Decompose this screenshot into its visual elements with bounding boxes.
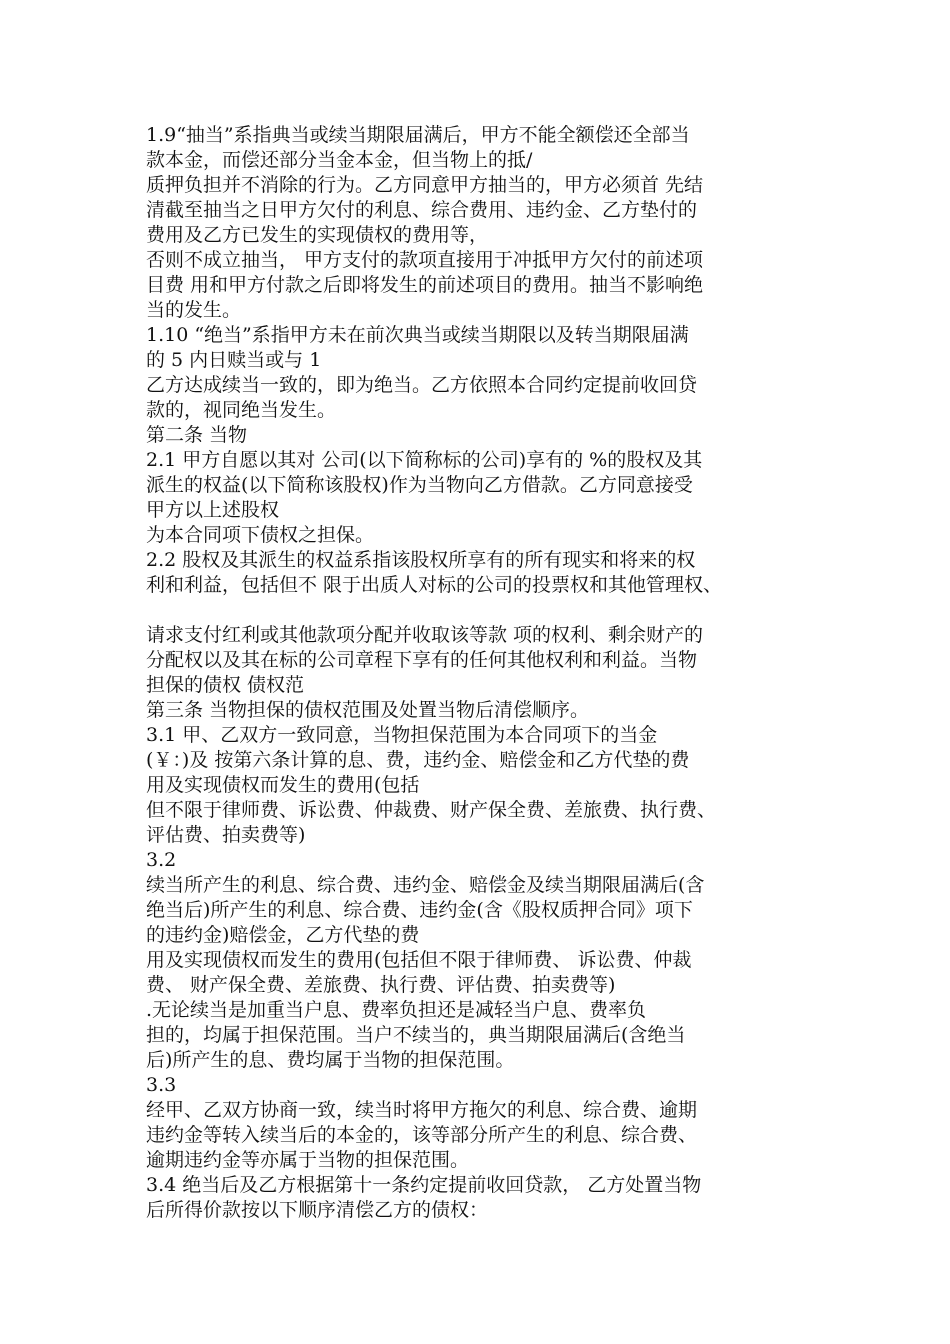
text-line: (￥：)及 按第六条计算的息、费，违约金、赔偿金和乙方代垫的费 [146, 749, 690, 771]
text-line: 担的，均属于担保范围。当户不续当的，典当期限届满后(含绝当 [146, 1024, 686, 1046]
text-line: 用及实现债权而发生的费用(包括 [146, 774, 420, 796]
text-line: 逾期违约金等亦属于当物的担保范围。 [146, 1149, 470, 1171]
text-line: 评估费、拍卖费等) [146, 824, 306, 846]
text-line: 当的发生。 [146, 299, 242, 321]
text-line: .无论续当是加重当户息、费率负担还是减轻当户息、费率负 [146, 999, 647, 1021]
clause-number: 3.2 [146, 849, 177, 871]
text-line: 续当所产生的利息、综合费、违约金、赔偿金及续当期限届满后(含 [146, 874, 705, 896]
document-body [146, 123, 846, 1223]
text-line: 目费 用和甲方付款之后即将发生的前述项目的费用。抽当不影响绝 [146, 274, 704, 296]
text-line: 2.1 甲方自愿以其对 公司(以下简称标的公司)享有的 %的股权及其 [146, 449, 703, 471]
text-line: 后)所产生的息、费均属于当物的担保范围。 [146, 1049, 515, 1071]
text-line: 的 5 内日赎当或与 1 [146, 349, 322, 371]
text-line: 3.1 甲、乙双方一致同意，当物担保范围为本合同项下的当金 [146, 724, 658, 746]
text-line: 的违约金)赔偿金，乙方代垫的费 [146, 924, 420, 946]
text-line: 3.4 绝当后及乙方根据第十一条约定提前收回贷款， 乙方处置当物 [146, 1174, 702, 1196]
section-heading: 第二条 当物 [146, 424, 248, 446]
text-line: 担保的债权 债权范 [146, 674, 305, 696]
text-line: 用及实现债权而发生的费用(包括但不限于律师费、 诉讼费、仲裁 [146, 949, 692, 971]
text-line: 质押负担并不消除的行为。乙方同意甲方抽当的，甲方必须首 先结 [146, 174, 704, 196]
text-line: 绝当后)所产生的利息、综合费、违约金(含《股权质押合同》项下 [146, 899, 693, 921]
text-line: 2.2 股权及其派生的权益系指该股权所享有的所有现实和将来的权 [146, 549, 696, 571]
text-line: 清截至抽当之日甲方欠付的利息、综合费用、违约金、乙方垫付的 [146, 199, 698, 221]
text-line: 利和利益，包括但不 限于出质人对标的公司的投票权和其他管理权、 [146, 574, 723, 596]
blank-line [146, 598, 846, 623]
text-line: 后所得价款按以下顺序清偿乙方的债权： [146, 1199, 489, 1221]
text-line: 经甲、乙双方协商一致，续当时将甲方拖欠的利息、综合费、逾期 [146, 1099, 698, 1121]
text-line: 分配权以及其在标的公司章程下享有的任何其他权利和利益。当物 [146, 649, 698, 671]
text-line: 费用及乙方已发生的实现债权的费用等， [146, 224, 489, 246]
text-line: 1.10 “绝当”系指甲方未在前次典当或续当期限以及转当期限届满 [146, 324, 689, 346]
text-line: 派生的权益(以下简称该股权)作为当物向乙方借款。乙方同意接受 [146, 474, 693, 496]
text-line: 款的，视同绝当发生。 [146, 399, 337, 421]
text-line: 请求支付红利或其他款项分配并收取该等款 项的权利、剩余财产的 [146, 624, 704, 646]
text-line: 违约金等转入续当后的本金的，该等部分所产生的利息、综合费、 [146, 1124, 698, 1146]
text-line: 款本金，而偿还部分当金本金，但当物上的抵/ [146, 149, 533, 171]
text-line: 1.9“抽当”系指典当或续当期限届满后，甲方不能全额偿还全部当 [146, 124, 690, 146]
text-line: 但不限于律师费、诉讼费、仲裁费、财产保全费、差旅费、执行费、 [146, 799, 717, 821]
text-line: 乙方达成续当一致的，即为绝当。乙方依照本合同约定提前收回贷 [146, 374, 698, 396]
clause-number: 3.3 [146, 1074, 177, 1096]
text-line: 否则不成立抽当， 甲方支付的款项直接用于冲抵甲方欠付的前述项 [146, 249, 704, 271]
text-line: 为本合同项下债权之担保。 [146, 524, 375, 546]
text-line: 甲方以上述股权 [146, 499, 280, 521]
section-heading: 第三条 当物担保的债权范围及处置当物后清偿顺序。 [146, 699, 590, 721]
text-line: 费、 财产保全费、差旅费、执行费、评估费、拍卖费等) [146, 974, 616, 996]
